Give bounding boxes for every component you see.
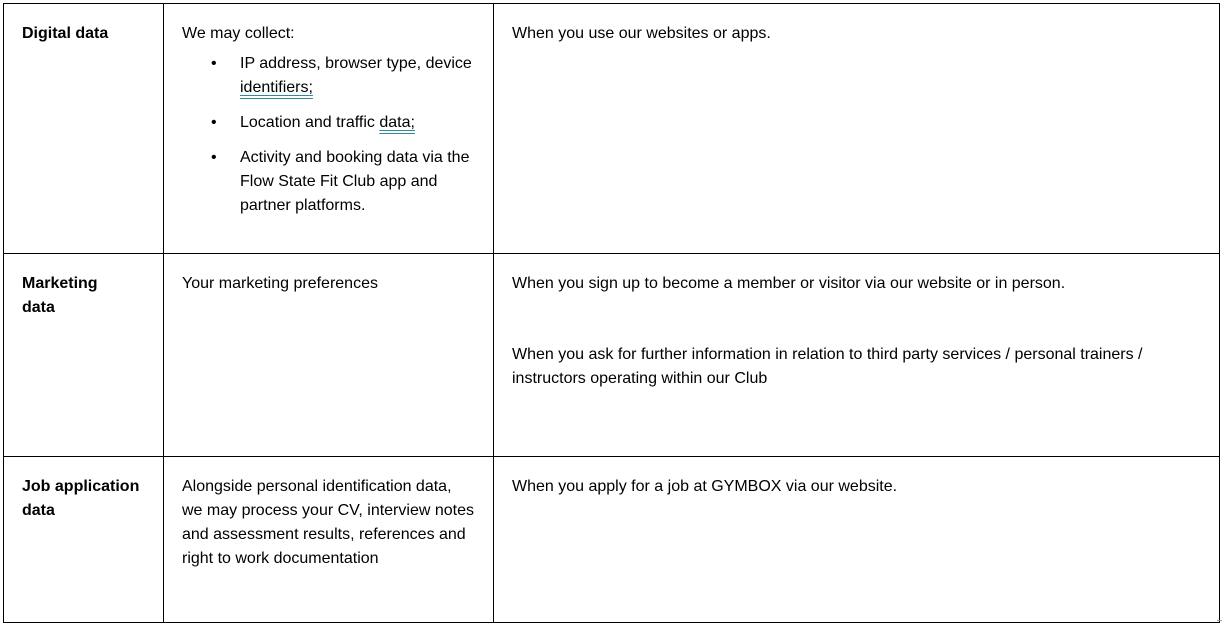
spellcheck-marked-word: identifiers; <box>240 79 313 96</box>
category-label-line1: Marketing <box>22 275 98 292</box>
data-collection-table <box>3 3 1220 623</box>
when-cell <box>494 4 1220 254</box>
list-item: • IP address, browser type, device identifiers; <box>240 52 475 100</box>
intro-text: We may collect: <box>182 25 295 42</box>
category-label: Digital data <box>22 25 109 42</box>
when-cell <box>494 457 1220 623</box>
when-text: When you sign up to become a member or visitor via our website or in person. <box>512 275 1066 292</box>
category-cell <box>4 254 164 457</box>
category-cell <box>4 457 164 623</box>
category-cell <box>4 4 164 254</box>
when-text: When you ask for further information in relation to third party services / personal trainers / instructors operating within our Club <box>512 346 1143 387</box>
category-label-line1: Job application <box>22 478 140 495</box>
table-corner-mark <box>1217 620 1222 621</box>
list-item: • Activity and booking data via the Flow State Fit Club app and partner platforms. <box>240 146 475 218</box>
spellcheck-marked-word: data; <box>379 114 415 131</box>
description-cell <box>164 4 494 254</box>
category-label-line2: data <box>22 502 55 519</box>
table-row-marketing-data <box>4 254 1220 457</box>
when-text: When you use our websites or apps. <box>512 25 771 42</box>
bullet-icon: • <box>211 114 217 131</box>
bullet-list <box>182 52 475 218</box>
description-text: Your marketing preferences <box>182 275 378 292</box>
table-row-job-application-data <box>4 457 1220 623</box>
category-label-line2: data <box>22 299 55 316</box>
when-cell <box>494 254 1220 457</box>
description-cell <box>164 254 494 457</box>
bullet-icon: • <box>211 55 217 72</box>
description-cell <box>164 457 494 623</box>
when-text: When you apply for a job at GYMBOX via our website. <box>512 478 898 495</box>
bullet-icon: • <box>211 149 217 166</box>
table-row-digital-data <box>4 4 1220 254</box>
description-text: Alongside personal identification data, we may process your CV, interview notes and assessment results, references and right to work documentation <box>182 478 474 567</box>
list-item: • Location and traffic data; <box>240 111 475 135</box>
